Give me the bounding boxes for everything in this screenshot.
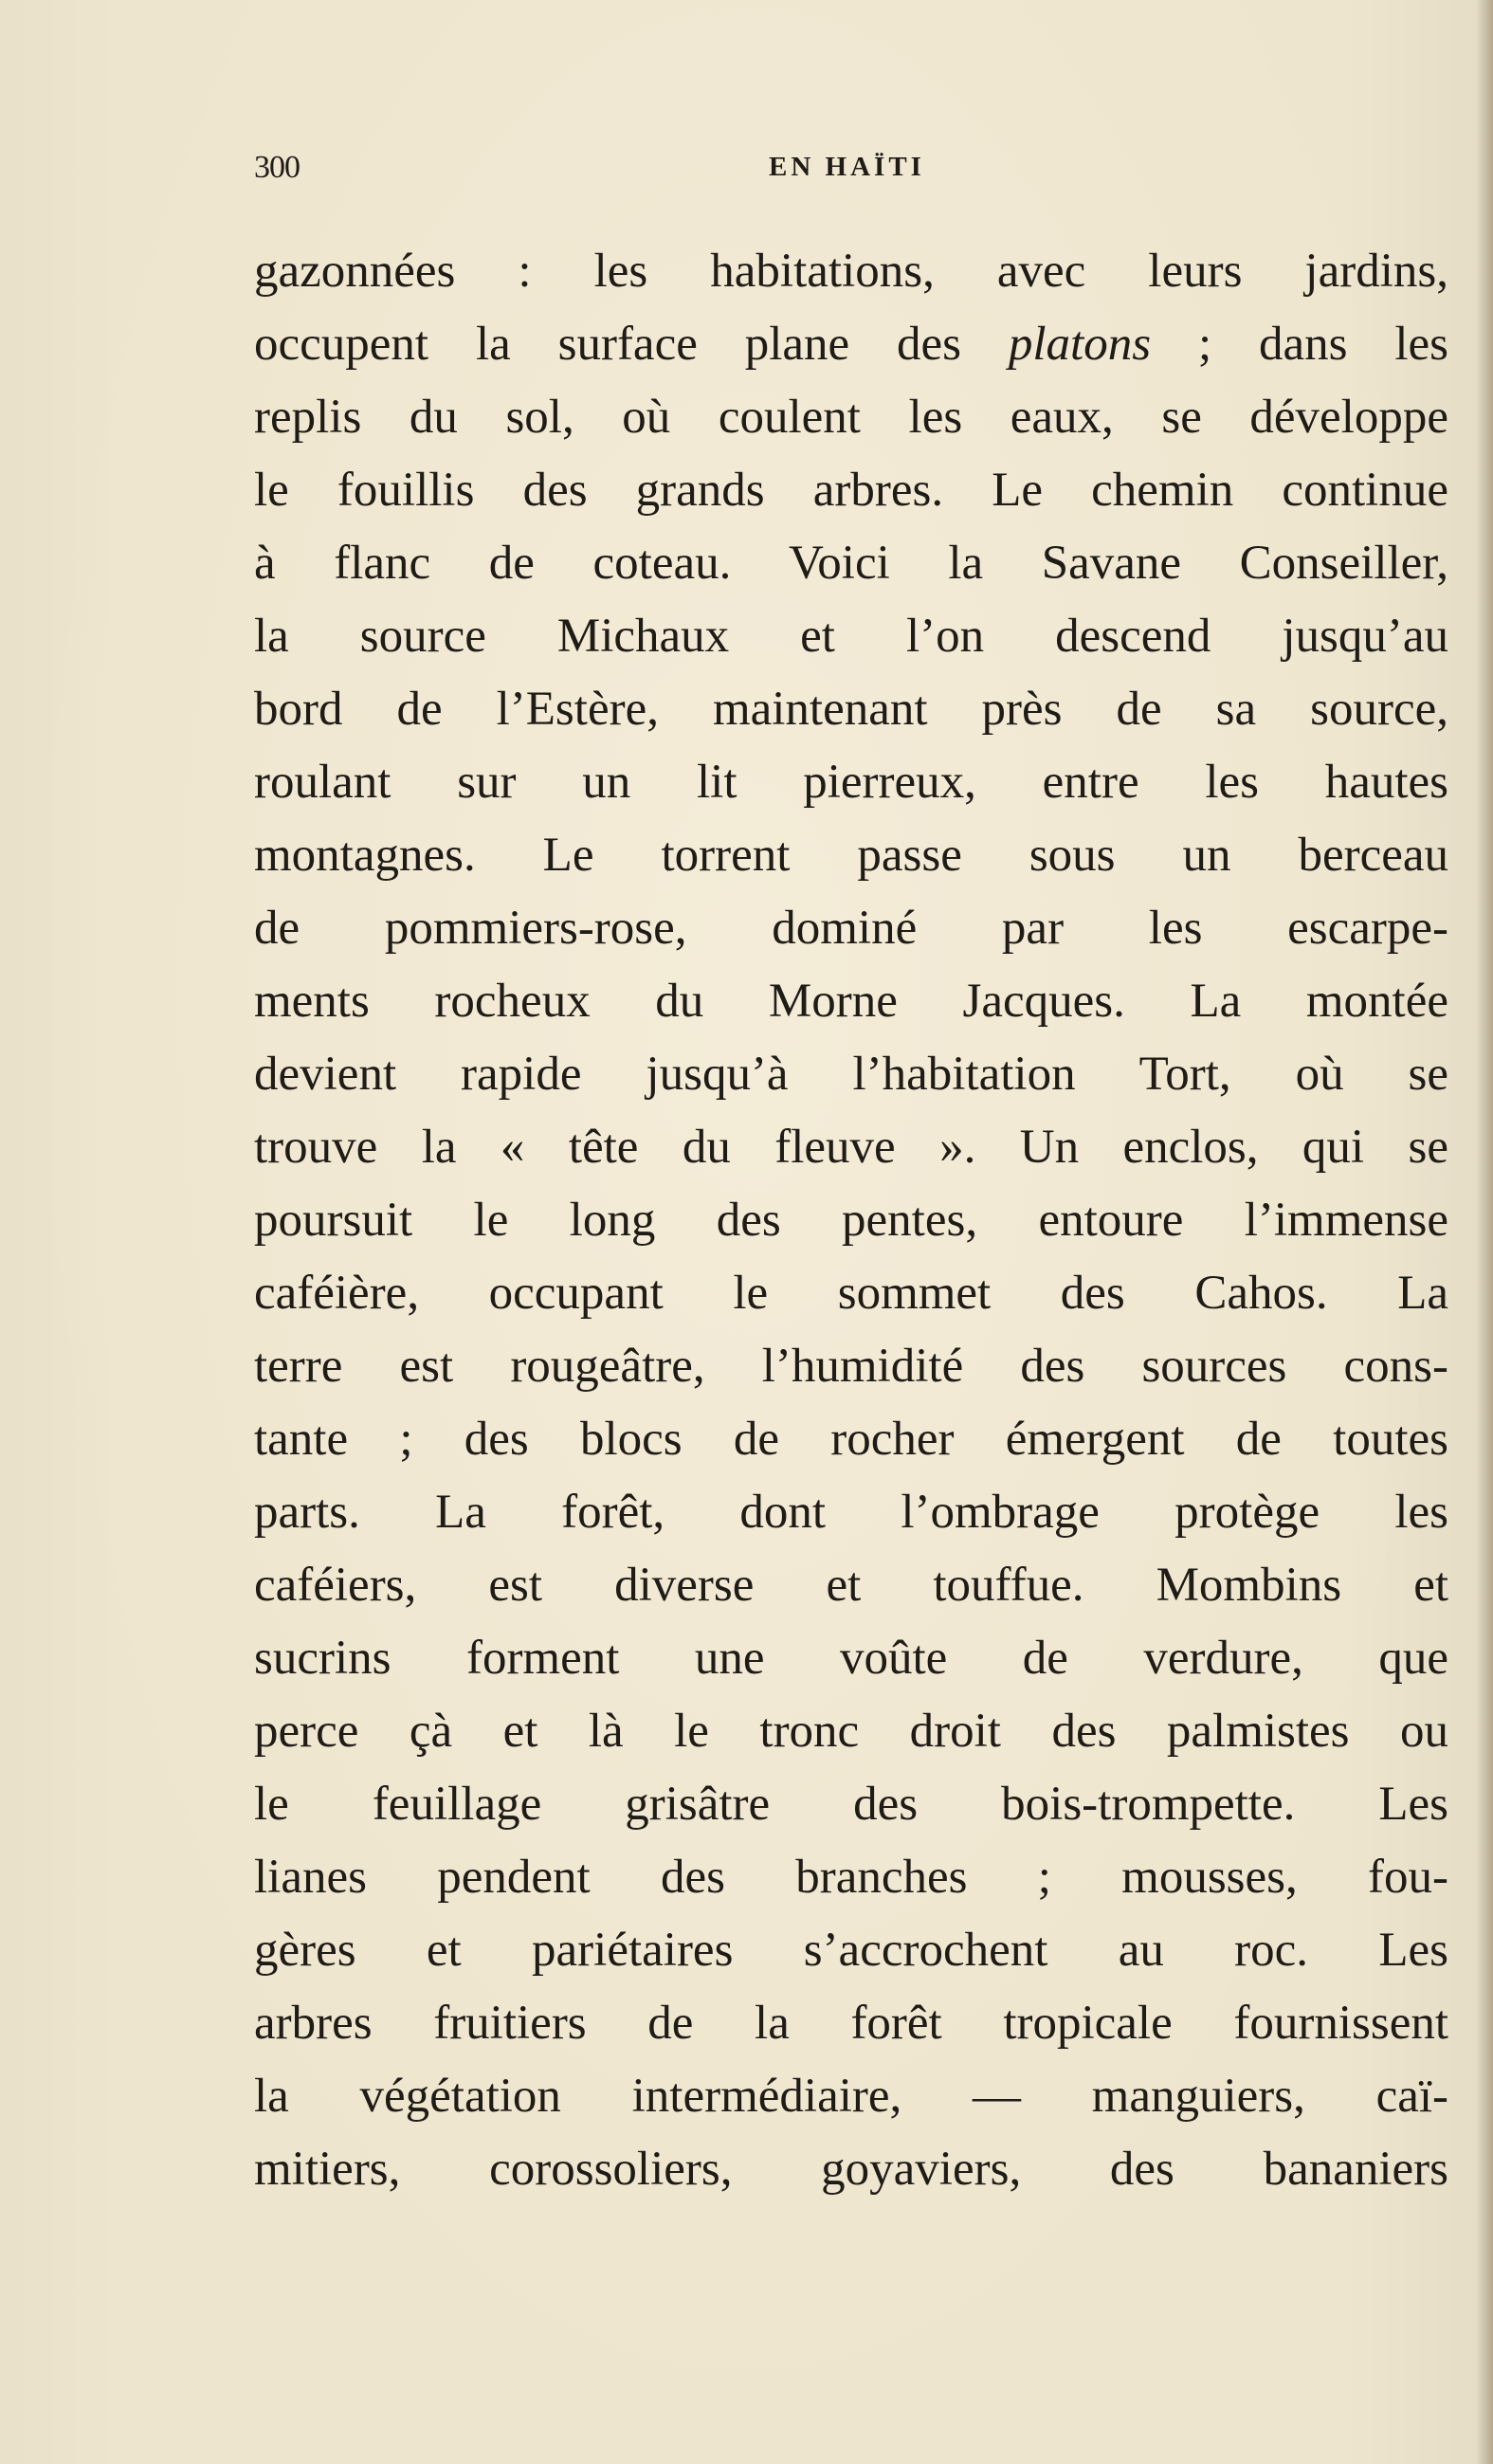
text-line: lianes pendent des branches ; mousses, fou- [254, 1851, 1448, 1904]
text-line: sucrins forment une voûte de verdure, que [254, 1632, 1448, 1685]
text-line: à flanc de coteau. Voici la Savane Conseiller, [254, 537, 1448, 590]
text-line [254, 308, 1448, 381]
text-line: gères et pariétaires s’accrochent au roc. Les [254, 1924, 1448, 1977]
book-title: EN HAÏTI [769, 152, 925, 182]
text-line: mitiers, corossoliers, goyaviers, des bananiers [254, 2143, 1448, 2196]
text-segment: ; dans les [1151, 318, 1448, 371]
text-line: replis du sol, où coulent les eaux, se développe [254, 391, 1448, 444]
text-line: tante ; des blocs de rocher émergent de toutes [254, 1413, 1448, 1466]
italic-term: platons [1008, 318, 1152, 371]
text-line: de pommiers-rose, dominé par les escarpe- [254, 902, 1448, 955]
text-line: la source Michaux et l’on descend jusqu’au [254, 610, 1448, 663]
text-line: bord de l’Estère, maintenant près de sa source, [254, 683, 1448, 736]
text-line: terre est rougeâtre, l’humidité des sources cons- [254, 1340, 1448, 1393]
text-line: ments rocheux du Morne Jacques. La montée [254, 975, 1448, 1028]
text-segment: occupent la surface plane des [254, 318, 1009, 371]
text-line: poursuit le long des pentes, entoure l’immense [254, 1194, 1448, 1247]
page-edge-shadow [1476, 0, 1493, 2464]
text-line: caféière, occupant le sommet des Cahos. La [254, 1267, 1448, 1320]
text-line: perce çà et là le tronc droit des palmistes ou [254, 1705, 1448, 1758]
text-line: le fouillis des grands arbres. Le chemin continue [254, 464, 1448, 517]
text-line: trouve la « tête du fleuve ». Un enclos, qui se [254, 1121, 1448, 1174]
text-line: parts. La forêt, dont l’ombrage protège les [254, 1486, 1448, 1539]
text-line: gazonnées : les habitations, avec leurs jardins, [254, 245, 1448, 298]
text-line: montagnes. Le torrent passe sous un berceau [254, 829, 1448, 882]
text-line: la végétation intermédiaire, — manguiers, caï- [254, 2070, 1448, 2123]
body-text [254, 235, 1448, 2206]
page-number: 300 [254, 150, 300, 185]
text-line: caféiers, est diverse et touffue. Mombins et [254, 1559, 1448, 1612]
running-head [254, 150, 1448, 197]
text-line: le feuillage grisâtre des bois-trompette. Les [254, 1778, 1448, 1831]
text-line: devient rapide jusqu’à l’habitation Tort, où se [254, 1048, 1448, 1101]
text-line: arbres fruitiers de la forêt tropicale fournissent [254, 1997, 1448, 2050]
text-line: roulant sur un lit pierreux, entre les hautes [254, 756, 1448, 809]
